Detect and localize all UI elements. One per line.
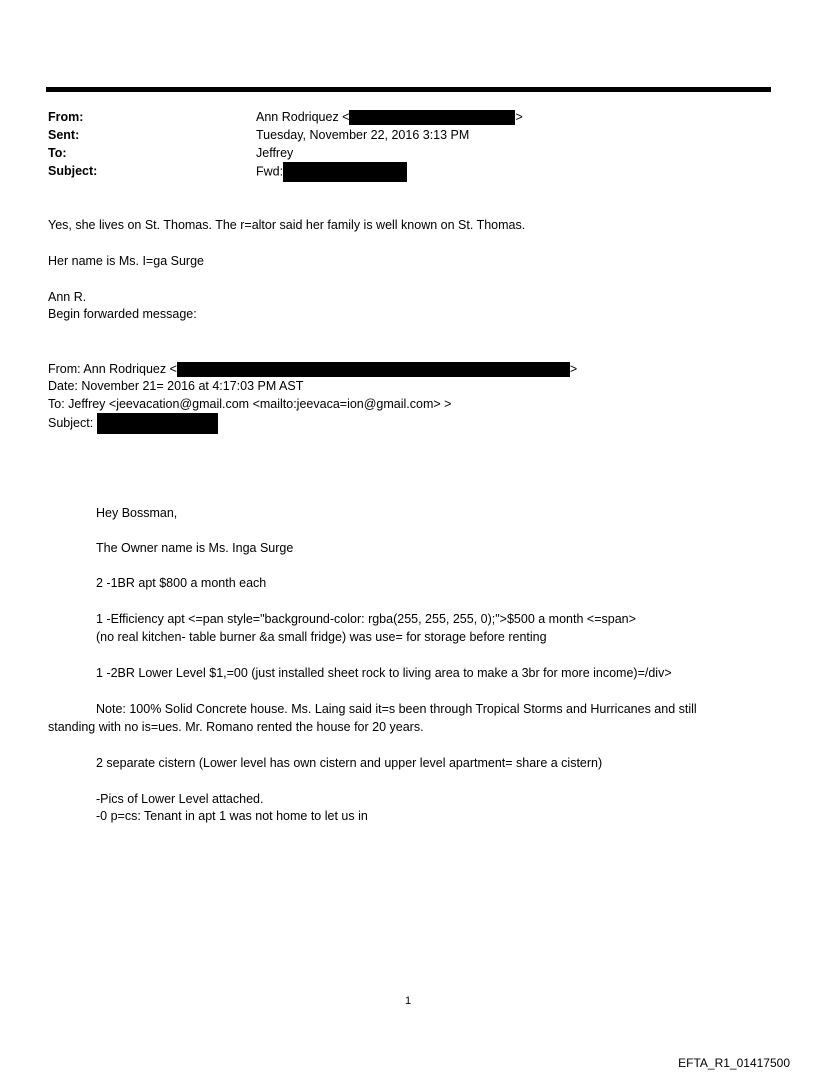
- note-line-2: standing with no is=ues. Mr. Romano rented the house for 20 years.: [48, 720, 424, 734]
- from-name: Ann Rodriquez <: [256, 110, 350, 124]
- note-line-1: Note: 100% Solid Concrete house. Ms. Laing said it=s been through Tropical Storms and Hurricanes and still: [96, 702, 697, 716]
- redaction-box: [349, 110, 515, 125]
- lower-level-line: 1 -2BR Lower Level $1,=00 (just installed sheet rock to living area to make a 3br for more income)=/div>: [96, 666, 672, 680]
- fwd-date: Date: November 21= 2016 at 4:17:03 PM AST: [48, 379, 304, 393]
- fwd-subject-label: Subject:: [48, 415, 94, 430]
- page-number: 1: [404, 995, 412, 1007]
- subject-value: [256, 162, 407, 182]
- sent-value: Tuesday, November 22, 2016 3:13 PM: [256, 128, 470, 142]
- from-close: >: [515, 110, 523, 124]
- from-value: [256, 108, 523, 126]
- efficiency-note: (no real kitchen- table burner &a small fridge) was use= for storage before renting: [96, 630, 547, 644]
- forward-intro: Begin forwarded message:: [48, 307, 197, 321]
- note-paragraph: [48, 700, 748, 736]
- to-label: To:: [48, 146, 67, 160]
- owner-line: The Owner name is Ms. Inga Surge: [96, 541, 294, 555]
- subject-prefix: Fwd:: [256, 164, 284, 179]
- pics-line: -Pics of Lower Level attached.: [96, 792, 264, 806]
- body-line-1: Yes, she lives on St. Thomas. The r=altor said her family is well known on St. Thomas.: [48, 218, 526, 232]
- cistern-line: 2 separate cistern (Lower level has own cistern and upper level apartment= share a cistern): [96, 756, 603, 770]
- sent-label: Sent:: [48, 128, 80, 142]
- header-rule: [46, 87, 771, 92]
- from-label: From:: [48, 110, 84, 124]
- to-value: Jeffrey: [256, 146, 294, 160]
- redaction-box: [97, 413, 218, 434]
- fwd-to: To: Jeffrey <jeevacation@gmail.com <mailto:jeevaca=ion@gmail.com> >: [48, 397, 452, 411]
- efficiency-line: 1 -Efficiency apt <=pan style="background-color: rgba(255, 255, 255, 0);">$500 a month <=span>: [96, 612, 636, 626]
- subject-label: Subject:: [48, 164, 98, 178]
- document-id: EFTA_R1_01417500: [678, 1056, 790, 1070]
- fwd-from-close: >: [569, 362, 578, 376]
- redaction-box: [283, 162, 407, 182]
- tenant-line: -0 p=cs: Tenant in apt 1 was not home to let us in: [96, 809, 368, 823]
- fwd-subject: [48, 413, 218, 434]
- body-line-2: Her name is Ms. I=ga Surge: [48, 254, 204, 268]
- fwd-from-text: From: Ann Rodriquez <: [48, 362, 177, 376]
- apt-1br-line: 2 -1BR apt $800 a month each: [96, 576, 267, 590]
- redaction-box: [177, 362, 570, 377]
- signature: Ann R.: [48, 290, 87, 304]
- fwd-from: [48, 360, 577, 378]
- greeting: Hey Bossman,: [96, 506, 178, 520]
